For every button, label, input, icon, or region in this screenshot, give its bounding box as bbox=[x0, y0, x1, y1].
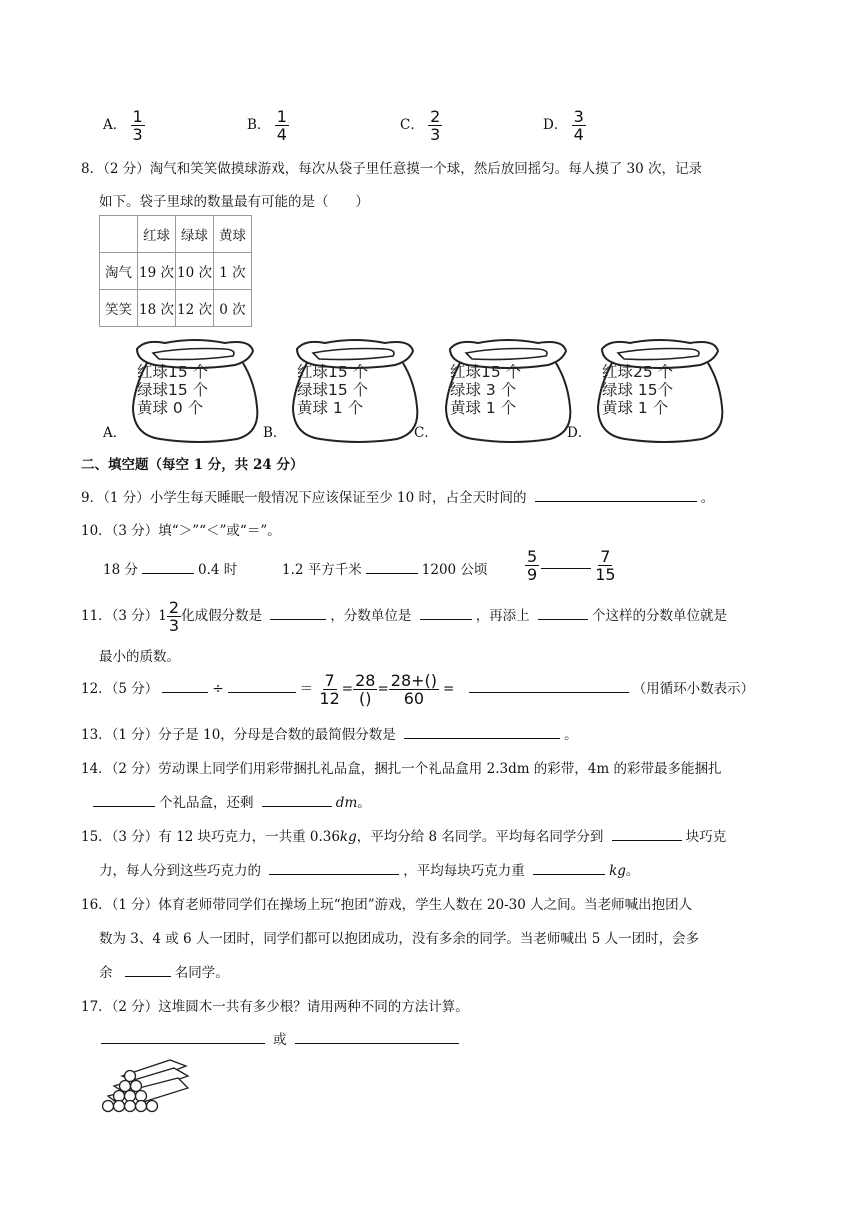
fraction: $\frac{28+()}{60}$ bbox=[390, 671, 438, 708]
q17-answers: 或 bbox=[101, 1028, 459, 1048]
fraction: $\frac{7}{12}$ bbox=[319, 671, 340, 708]
q12: 12．（5 分） ÷ ＝ $\frac{7}{12}$ = $\frac{28}{()}$ = $\frac{28+()}{60}$ = （用循环小数表示） bbox=[81, 671, 755, 708]
bag-c-label: C． bbox=[414, 425, 438, 441]
answer-blank[interactable] bbox=[420, 605, 472, 620]
fraction: $\frac{7}{15}$ bbox=[595, 547, 616, 584]
q16-line3: 余 名同学。 bbox=[99, 961, 229, 981]
q7-option-c: C． $\frac{2}{3}$ bbox=[400, 107, 441, 144]
q11: 11．（3 分）1 $\frac{2}{3}$ 化成假分数是 ，分数单位是 ，再添上 个这样的分数单位就是 bbox=[81, 598, 727, 635]
q7-option-d: D． $\frac{3}{4}$ bbox=[543, 107, 584, 144]
answer-blank[interactable] bbox=[295, 1029, 459, 1044]
answer-blank[interactable] bbox=[270, 605, 326, 620]
answer-blank[interactable] bbox=[541, 554, 591, 569]
bag-b: 红球15 个 绿球15 个 黄球 1 个 bbox=[285, 335, 425, 445]
q10-a: 18 分 0.4 时 bbox=[103, 558, 237, 578]
answer-blank[interactable] bbox=[162, 678, 208, 693]
answer-blank[interactable] bbox=[404, 724, 560, 739]
q8-line2: 如下。袋子里球的数量最有可能的是（ ） bbox=[99, 194, 369, 210]
q10-c bbox=[525, 548, 618, 583]
fraction: $\frac{28}{()}$ bbox=[355, 671, 376, 708]
q10-text: 10．（3 分）填“＞”“＜”或“＝”。 bbox=[81, 523, 281, 539]
answer-blank[interactable] bbox=[612, 826, 682, 841]
q17-text: 17．（2 分）这堆圆木一共有多少根？请用两种不同的方法计算。 bbox=[81, 999, 469, 1015]
bag-c: 红球15 个 绿球 3 个 黄球 1 个 bbox=[438, 335, 578, 445]
fraction: $\frac{5}{9}$ bbox=[527, 547, 538, 584]
q14-line2: 个礼品盒，还剩 dm。 bbox=[89, 791, 371, 811]
table-row: 笑笑 18 次 12 次 0 次 bbox=[100, 290, 252, 327]
answer-blank[interactable] bbox=[535, 487, 697, 502]
answer-blank[interactable] bbox=[101, 1029, 265, 1044]
table-row: 淘气 19 次 10 次 1 次 bbox=[100, 253, 252, 290]
fraction: $\frac{1}{4}$ bbox=[276, 107, 287, 144]
answer-blank[interactable] bbox=[538, 605, 588, 620]
q8-line1: 8．（2 分）淘气和笑笑做摸球游戏，每次从袋子里任意摸一个球，然后放回摇匀。每人摸了 30 次，记录 bbox=[81, 161, 702, 177]
q7-option-b: B． $\frac{1}{4}$ bbox=[247, 107, 287, 144]
bag-a-label: A． bbox=[103, 425, 127, 441]
q14-line1: 14．（2 分）劳动课上同学们用彩带捆扎礼品盒，捆扎一个礼品盒用 2.3dm 的彩带，4m 的彩带最多能捆扎 bbox=[81, 761, 722, 777]
fraction: $\frac{1}{3}$ bbox=[132, 107, 143, 144]
section-title: 二、填空题（每空 1 分，共 24 分） bbox=[81, 457, 304, 473]
log-pile-icon bbox=[100, 1058, 190, 1116]
q7-option-a: A． $\frac{1}{3}$ bbox=[103, 107, 143, 144]
q8-table bbox=[99, 215, 252, 327]
fraction: $\frac{2}{3}$ bbox=[430, 107, 441, 144]
answer-blank[interactable] bbox=[125, 962, 171, 977]
bag-a: 红球15 个 绿球15 个 黄球 0 个 bbox=[125, 335, 265, 445]
q10-b: 1.2 平方千米 1200 公顷 bbox=[282, 558, 487, 578]
answer-blank[interactable] bbox=[269, 860, 399, 875]
q11-line2: 最小的质数。 bbox=[99, 649, 180, 665]
table-header-row: 红球 绿球 黄球 bbox=[100, 216, 252, 253]
bag-d-label: D． bbox=[567, 425, 592, 441]
bag-d: 红球25 个 绿球 15个 黄球 1 个 bbox=[590, 335, 730, 445]
q13: 13．（1 分）分子是 10，分母是合数的最简假分数是 。 bbox=[81, 723, 578, 743]
answer-blank[interactable] bbox=[533, 860, 605, 875]
answer-blank[interactable] bbox=[469, 678, 629, 693]
q16-line2: 数为 3、4 或 6 人一团时，同学们都可以抱团成功，没有多余的同学。当老师喊出 5 人一团时，会多 bbox=[99, 931, 700, 947]
q9: 9．（1 分）小学生每天睡眠一般情况下应该保证至少 10 时，占全天时间的 。 bbox=[81, 486, 714, 506]
q15-line1: 15．（3 分）有 12 块巧克力，一共重 0.36kg，平均分给 8 名同学。平均每名同学分到 块巧克 bbox=[81, 825, 726, 845]
answer-blank[interactable] bbox=[228, 678, 296, 693]
q16-line1: 16．（1 分）体育老师带同学们在操场上玩“抱团”游戏，学生人数在 20-30 人之间。当老师喊出抱团人 bbox=[81, 897, 693, 913]
answer-blank[interactable] bbox=[262, 792, 332, 807]
q15-line2: 力，每人分到这些巧克力的 ，平均每块巧克力重 kg。 bbox=[99, 859, 639, 879]
answer-blank[interactable] bbox=[366, 559, 418, 574]
bag-b-label: B． bbox=[263, 425, 287, 441]
fraction: $\frac{3}{4}$ bbox=[573, 107, 584, 144]
answer-blank[interactable] bbox=[142, 559, 194, 574]
fraction: $\frac{2}{3}$ bbox=[168, 598, 180, 635]
answer-blank[interactable] bbox=[93, 792, 155, 807]
